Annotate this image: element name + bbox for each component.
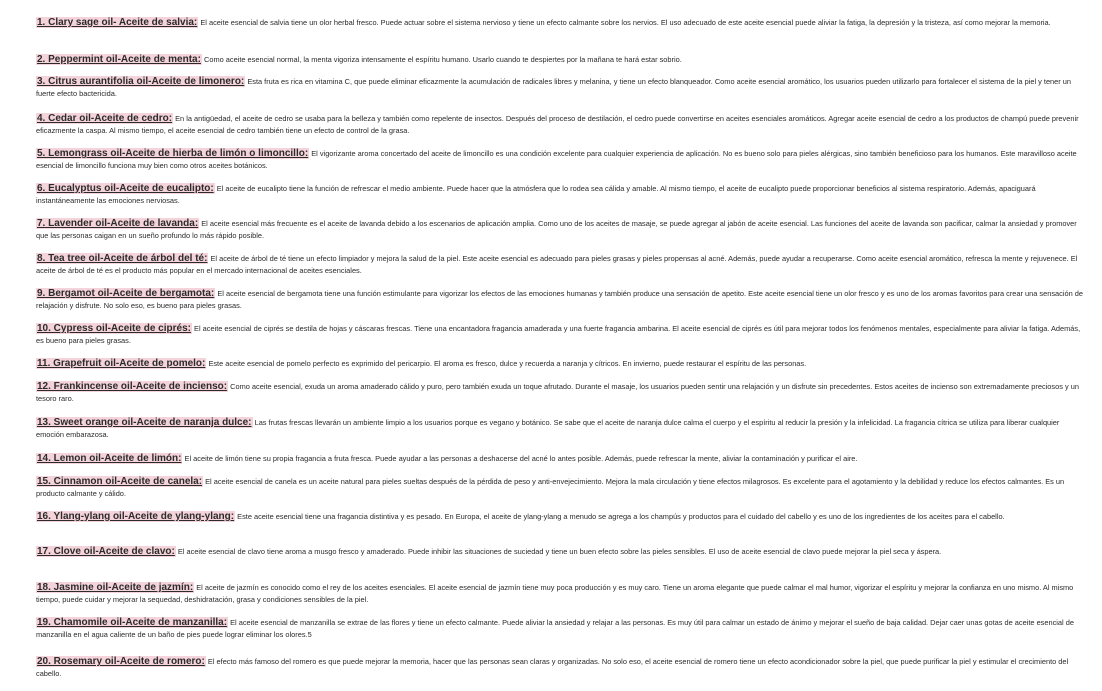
oil-title: 19. Chamomile oil-Aceite de manzanilla: <box>37 617 228 628</box>
oil-title: 15. Cinnamon oil-Aceite de canela: <box>37 476 203 487</box>
oil-entry-grapefruit <box>36 358 1088 370</box>
oil-description: El aceite esencial más frecuente es el aceite de lavanda debido a los escenarios de aplicación amplia. Como uno de los aceites de masaje, se puede agregar al jabón de aceite esencial. Las funciones del aceite de lavanda son pacificar, calmar la ansiedad y promover que las personas caigan en un sueño profundo lo más rápido posible. <box>36 219 1077 240</box>
oil-entry-chamomile <box>36 617 1088 640</box>
oil-description: El aceite de limón tiene su propia fragancia a fruta fresca. Puede ayudar a las personas a deshacerse del acné lo antes posible. Además, puede refrescar la mente, aliviar la contaminación y purificar el aire. <box>184 454 858 463</box>
oil-title: 7. Lavender oil-Aceite de lavanda: <box>37 218 199 229</box>
oil-description: El efecto más famoso del romero es que puede mejorar la memoria, hacer que las personas sean claras y organizadas. No solo eso, el aceite esencial de romero tiene un efecto acondicionador sobre la piel, que puede purificar la piel y estimular el crecimiento del cabello. <box>36 657 1069 678</box>
oil-title: 16. Ylang-ylang oil-Aceite de ylang-ylang: <box>37 511 235 522</box>
oil-description: Este aceite esencial tiene una fragancia distintiva y es pesado. En Europa, el aceite de ylang-ylang a menudo se agrega a los champús y productos para el cuidado del cabello y es uno de los ingredientes de los aceites para el cabello. <box>237 512 1005 521</box>
oil-title: 10. Cypress oil-Aceite de ciprés: <box>37 323 191 334</box>
oil-entry-peppermint <box>36 54 1088 66</box>
oil-title: 17. Clove oil-Aceite de clavo: <box>37 546 175 557</box>
oil-entry-clove <box>36 546 1088 558</box>
oil-description: El aceite esencial de salvia tiene un olor herbal fresco. Puede actuar sobre el sistema nervioso y tiene un efecto calmante sobre los nervios. El uso adecuado de este aceite esencial puede aliviar la fatiga, la depresión y la tristeza, así como mejorar la memoria. <box>200 18 1051 27</box>
oil-entry-sweet-orange <box>36 417 1088 440</box>
oil-title: 9. Bergamot oil-Aceite de bergamota: <box>37 288 215 299</box>
oil-entry-lavender <box>36 218 1088 241</box>
oil-title: 11. Grapefruit oil-Aceite de pomelo: <box>37 358 206 369</box>
oil-title: 3. Citrus aurantifolia oil-Aceite de limonero: <box>37 76 245 87</box>
oil-description: El aceite esencial de clavo tiene aroma a musgo fresco y amaderado. Puede inhibir las situaciones de suciedad y tiene un buen efecto sobre las pieles sensibles. El uso de aceite esencial de clavo puede mejorar la piel seca y áspera. <box>177 547 942 556</box>
oil-title: 2. Peppermint oil-Aceite de menta: <box>37 54 201 65</box>
oil-title: 5. Lemongrass oil-Aceite de hierba de limón o limoncillo: <box>37 148 309 159</box>
oil-title: 12. Frankincense oil-Aceite de incienso: <box>37 381 228 392</box>
oil-title: 14. Lemon oil-Aceite de limón: <box>37 453 182 464</box>
oil-entry-cedar <box>36 113 1088 136</box>
oil-title: 8. Tea tree oil-Aceite de árbol del té: <box>37 253 208 264</box>
oil-entry-lemon <box>36 453 1088 465</box>
oil-description: El vigorizante aroma concertado del aceite de limoncillo es una condición excelente para cualquier experiencia de aplicación. No es bueno solo para pieles alérgicas, sino también beneficioso para los humanos. Este maravilloso aceite esencial de limoncillo funciona muy bien como otros aceites botánicos. <box>36 149 1077 170</box>
oil-entry-cypress <box>36 323 1088 346</box>
oil-description: El aceite esencial de bergamota tiene una función estimulante para vigorizar los efectos de las emociones humanas y también produce una sensación de apetito. Este aceite esencial tiene un olor fresco y es uno de los aromas favoritos para crear una sensación de relajación y disfrute. No solo eso, es bueno para pieles grasas. <box>36 289 1083 310</box>
oil-description: Esta fruta es rica en vitamina C, que puede eliminar eficazmente la acumulación de radicales libres y melanina, y tiene un efecto blanqueador. Como aceite esencial aromático, los usuarios pueden utilizarlo para fortalecer el sistema de la piel y tener un fuerte efecto bactericida. <box>36 77 1072 98</box>
oil-description: En la antigüedad, el aceite de cedro se usaba para la belleza y también como repelente de insectos. Después del proceso de destilación, el cedro puede convertirse en aceites esenciales aromáticos. Agregar aceite esencial de cedro a los productos de champú puede prevenir eficazmente la caspa. Al mismo tiempo, el aceite esencial de cedro también tiene un efecto de control de la grasa. <box>36 114 1079 135</box>
oil-title: 1. Clary sage oil- Aceite de salvia: <box>37 17 198 28</box>
oil-description: Como aceite esencial normal, la menta vigoriza intensamente el espíritu humano. Usarlo cuando te despiertes por la mañana te hará estar sobrio. <box>204 55 682 64</box>
oil-description: El aceite de jazmín es conocido como el rey de los aceites esenciales. El aceite esencial de jazmín tiene muy poca producción y es muy caro. Tiene un aroma elegante que puede calmar el mal humor, vigorizar el espíritu y mejorar la confianza en uno mismo. Al mismo tiempo, puede cuidar y mejorar la sequedad, deshidratación, grasa y condiciones sensibles de la piel. <box>36 583 1074 604</box>
oil-title: 4. Cedar oil-Aceite de cedro: <box>37 113 173 124</box>
oil-entry-jasmine <box>36 582 1088 605</box>
oil-entry-cinnamon <box>36 476 1088 499</box>
oil-entry-bergamot <box>36 288 1088 311</box>
oil-title: 13. Sweet orange oil-Aceite de naranja dulce: <box>37 417 252 428</box>
oil-description: El aceite de árbol de té tiene un efecto limpiador y mejora la salud de la piel. Este aceite esencial es adecuado para pieles grasas y pieles propensas al acné. Además, puede ayudar a recuperarse. Como aceite esencial aromático, refresca la mente y rejuvenece. El aceite de árbol de té es el producto más popular en el mercado internacional de aceites esenciales. <box>36 254 1078 275</box>
oil-entry-citrus-aurantifolia <box>36 76 1088 99</box>
oil-entry-frankincense <box>36 381 1088 404</box>
oil-entry-ylang-ylang <box>36 511 1088 523</box>
oil-entry-clary-sage <box>36 17 1088 29</box>
oil-entry-eucalyptus <box>36 183 1088 206</box>
oil-description: El aceite de eucalipto tiene la función de refrescar el medio ambiente. Puede hacer que la atmósfera que lo rodea sea cálida y amable. Al mismo tiempo, el aceite de eucalipto puede proporcionar beneficios al sistema respiratorio. Además, apaciguará instantáneamente las emociones nerviosas. <box>36 184 1036 205</box>
oil-description: Como aceite esencial, exuda un aroma amaderado cálido y puro, pero también exuda un toque afrutado. Durante el masaje, los usuarios pueden sentir una relajación y un disfrute sin precedentes. Estos aceites de incienso son extremadamente preciosos y un tesoro raro. <box>36 382 1079 403</box>
oil-description: El aceite esencial de canela es un aceite natural para pieles sueltas después de la pérdida de peso y anti-envejecimiento. Mejora la mala circulación y tiene efectos milagrosos. Es excelente para el agotamiento y la debilidad y reduce los efectos calmantes. Es un producto calmante y cálido. <box>36 477 1065 498</box>
oil-description: Las frutas frescas llevarán un ambiente limpio a los usuarios porque es vegano y botánico. Se sabe que el aceite de naranja dulce calma el cuerpo y el espíritu al reducir la presión y la infelicidad. La fragancia cítrica se utiliza para liberar cualquier emoción embarazosa. <box>36 418 1060 439</box>
oil-description: Este aceite esencial de pomelo perfecto es exprimido del pericarpio. El aroma es fresco, dulce y recuerda a naranja y cítricos. En invierno, puede restaurar el espíritu de las personas. <box>208 359 807 368</box>
oil-description: El aceite esencial de manzanilla se extrae de las flores y tiene un efecto calmante. Puede aliviar la ansiedad y relajar a las personas. Es muy útil para calmar un estado de ánimo y mejorar el sueño de baja calidad. Dejar caer unas gotas de aceite esencial de manzanilla en el agua caliente de un baño de pies puede lograr eliminar los olores.5 <box>36 618 1074 639</box>
oil-title: 20. Rosemary oil-Aceite de romero: <box>37 656 205 667</box>
oil-description: El aceite esencial de ciprés se destila de hojas y cáscaras frescas. Tiene una encantadora fragancia amaderada y una fuerte fragancia ambarina. El aceite esencial de ciprés es útil para mejorar todos los fenómenos mentales, especialmente para aliviar la fatiga. Además, es bueno para pieles grasas. <box>36 324 1081 345</box>
oil-entry-rosemary <box>36 656 1088 679</box>
oil-entry-tea-tree <box>36 253 1088 276</box>
oil-title: 18. Jasmine oil-Aceite de jazmín: <box>37 582 194 593</box>
oil-entry-lemongrass <box>36 148 1088 171</box>
oil-title: 6. Eucalyptus oil-Aceite de eucalipto: <box>37 183 214 194</box>
